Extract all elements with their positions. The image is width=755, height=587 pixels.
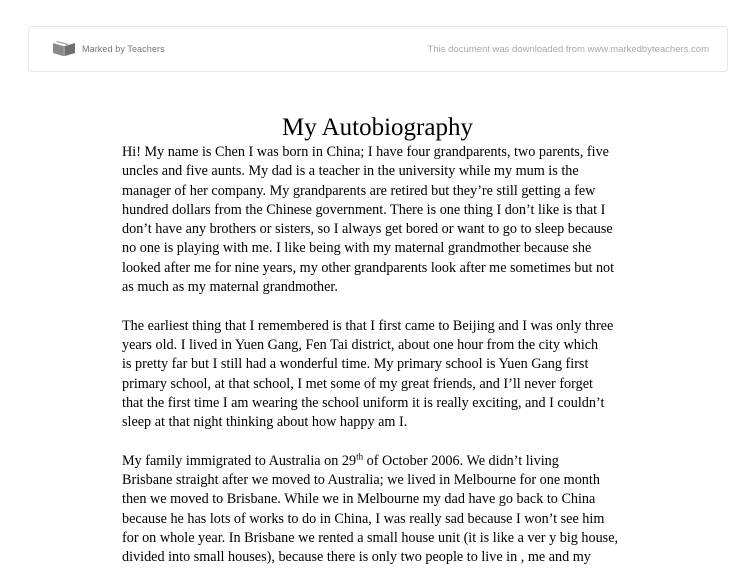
text-line: manager of her company. My grandparents are retired but they’re still getting a few bbox=[122, 182, 596, 199]
paragraph-3 bbox=[122, 452, 682, 568]
text-line: as much as my maternal grandmother. bbox=[122, 279, 338, 296]
text-line: that the first time I am wearing the school uniform it is really exciting, and I couldn’t bbox=[122, 394, 605, 411]
brand-name: Marked by Teachers bbox=[82, 44, 165, 54]
text-line: Brisbane straight after we moved to Australia; we lived in Melbourne for one month bbox=[122, 472, 600, 489]
text-line: no one is playing with me. I like being with my maternal grandmother because she bbox=[122, 240, 592, 257]
paragraph-1 bbox=[122, 143, 682, 297]
text-line: hundred dollars from the Chinese government. There is one thing I don’t like is that I bbox=[122, 201, 606, 218]
text-line: sleep at that night thinking about how happy am I. bbox=[122, 414, 408, 431]
text-line: then we moved to Brisbane. While we in Melbourne my dad have go back to China bbox=[122, 491, 596, 508]
ordinal-suffix: th bbox=[356, 451, 364, 462]
text-line-with-superscript bbox=[122, 452, 682, 471]
text-line: divided into small houses), because there is only two people to live in , me and my bbox=[122, 549, 591, 566]
text-line: Hi! My name is Chen I was born in China; I have four grandparents, two parents, five bbox=[122, 144, 609, 160]
text-line: looked after me for nine years, my other grandparents look after me sometimes but not bbox=[122, 259, 615, 276]
download-note: This document was downloaded from www.markedbyteachers.com bbox=[427, 44, 709, 55]
date-text: My family immigrated to Australia on 29 bbox=[122, 452, 357, 469]
text-line: primary school, at that school, I met some of my great friends, and I’ll never forget bbox=[122, 375, 593, 392]
header-bar bbox=[28, 26, 728, 72]
text-line: years old. I lived in Yuen Gang, Fen Tai district, about one hour from the city which bbox=[122, 336, 599, 353]
date-text-continued: of October 2006. We didn’t living bbox=[363, 452, 559, 469]
text-line: uncles and five aunts. My dad is a teacher in the university while my mum is the bbox=[122, 163, 579, 180]
text-line: because he has lots of works to do in China, I was really sad because I won’t see him bbox=[122, 510, 605, 527]
brand-logo[interactable] bbox=[51, 40, 165, 58]
text-line: don’t have any brothers or sisters, so I always get bored or want to go to sleep because bbox=[122, 221, 613, 238]
paragraph-2 bbox=[122, 317, 682, 433]
text-line: is pretty far but I still had a wonderful time. My primary school is Yuen Gang first bbox=[122, 356, 589, 373]
text-line: for on whole year. In Brisbane we rented a small house unit (it is like a ver y big house, bbox=[122, 529, 619, 546]
text-line: The earliest thing that I remembered is that I first came to Beijing and I was only three bbox=[122, 317, 614, 334]
document-body bbox=[122, 143, 682, 587]
document-title: My Autobiography bbox=[282, 114, 473, 141]
book-icon bbox=[51, 40, 79, 58]
